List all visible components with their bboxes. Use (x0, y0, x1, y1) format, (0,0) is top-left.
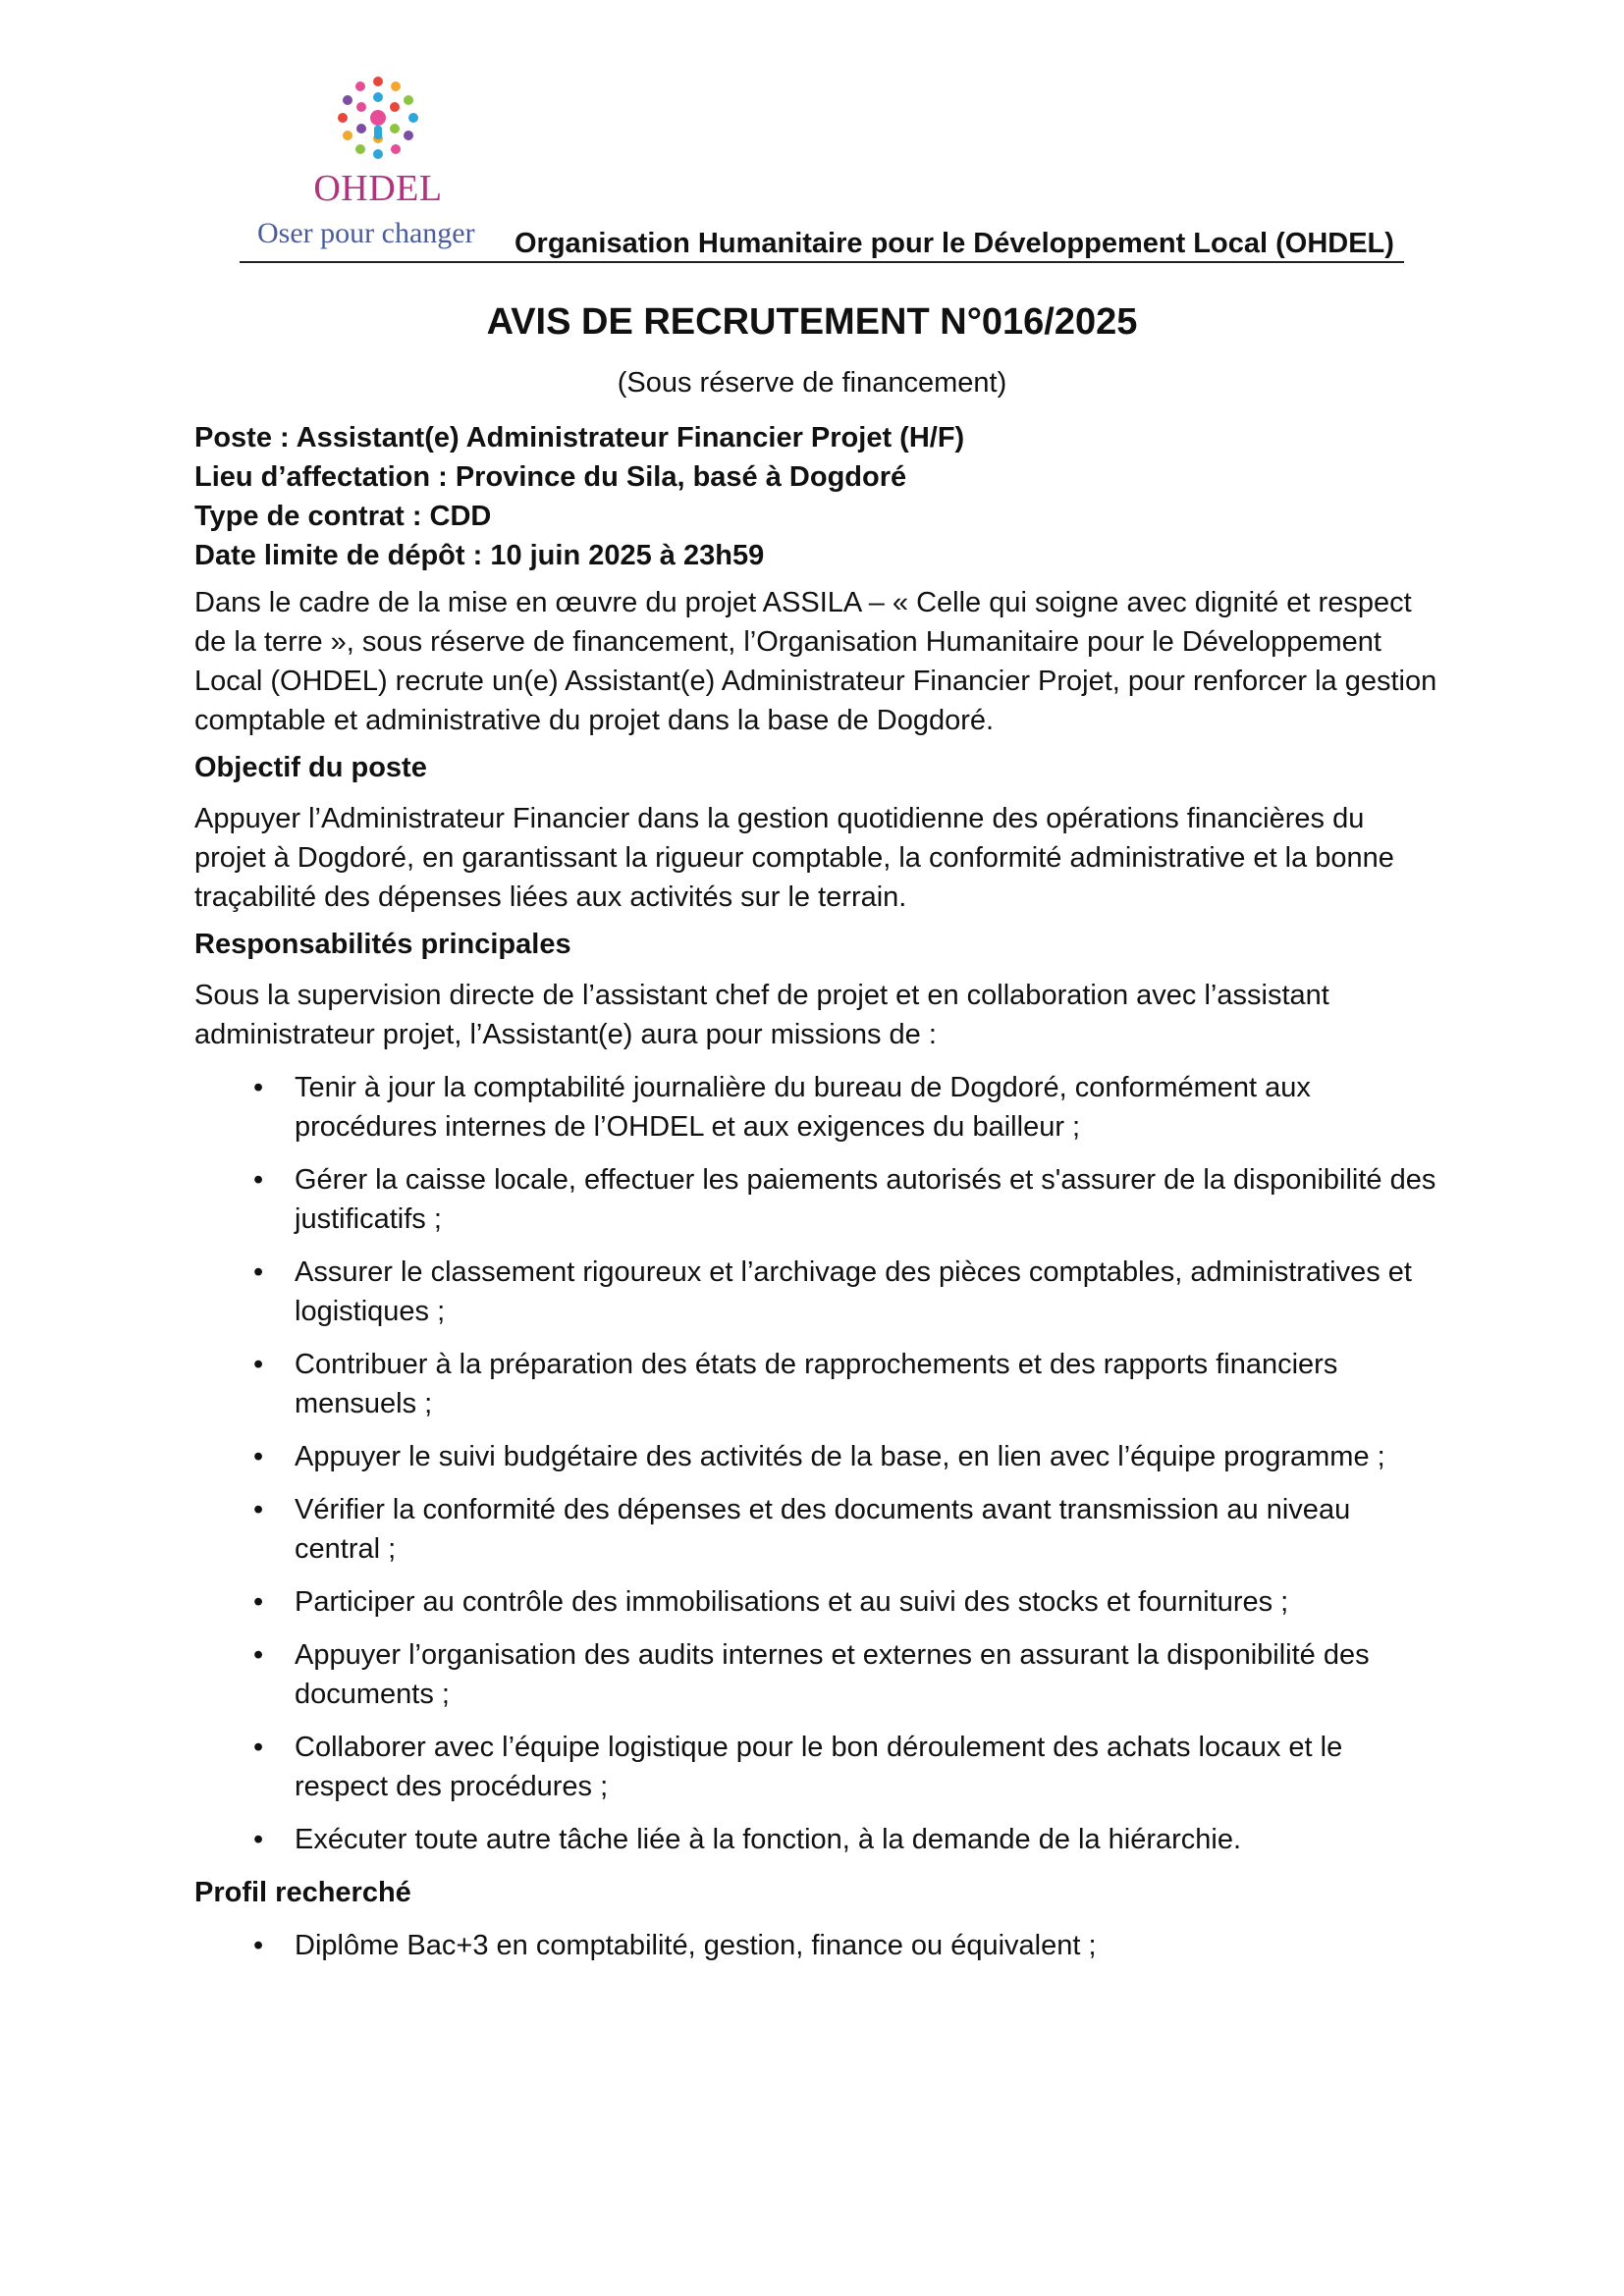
bullet-icon: • (253, 1639, 264, 1671)
meta-date-limite: Date limite de dépôt : 10 juin 2025 à 23h59 (194, 540, 765, 571)
people-globe-icon (334, 74, 422, 162)
document-title: AVIS DE RECRUTEMENT N°016/2025 (486, 301, 1138, 343)
list-item (194, 1728, 1441, 1806)
list-item (194, 1437, 1441, 1476)
list-item-text: Contribuer à la préparation des états de rapprochements et des rapports financiers mensuels ; (295, 1349, 1338, 1419)
ohdel-logo (250, 74, 506, 207)
bullet-icon: • (253, 1494, 264, 1525)
list-item (194, 1068, 1441, 1147)
list-item (194, 1345, 1441, 1423)
meta-lieu: Lieu d’affectation : Province du Sila, basé à Dogdoré (194, 461, 907, 493)
bullet-icon: • (253, 1824, 264, 1855)
bullet-icon: • (253, 1256, 264, 1288)
header-divider (240, 261, 1404, 263)
bullet-icon: • (253, 1441, 264, 1472)
bullet-icon: • (253, 1732, 264, 1763)
bullet-icon: • (253, 1072, 264, 1103)
list-item-text: Vérifier la conformité des dépenses et des documents avant transmission au niveau central ; (295, 1494, 1351, 1565)
list-item (194, 1160, 1441, 1239)
profil-heading: Profil recherché (194, 1877, 411, 1908)
bullet-icon: • (253, 1586, 264, 1618)
meta-poste: Poste : Assistant(e) Administrateur Financier Projet (H/F) (194, 422, 965, 454)
bullet-icon: • (253, 1164, 264, 1196)
bullet-icon: • (253, 1930, 264, 1961)
list-item (194, 1253, 1441, 1331)
list-item-text: Gérer la caisse locale, effectuer les paiements autorisés et s'assurer de la disponibilité des justificatifs ; (295, 1164, 1436, 1235)
list-item-text: Appuyer l’organisation des audits internes et externes en assurant la disponibilité des documents ; (295, 1639, 1370, 1710)
list-item (194, 1490, 1441, 1569)
intro-paragraph: Dans le cadre de la mise en œuvre du projet ASSILA – « Celle qui soigne avec dignité et respect de la terre », sous réserve de financement, l’Organisation Humanitaire pour le Développement Local (OHDEL) recrute un(e) Assistant(e) Administrateur Financier Projet, pour renforcer la gestion comptable et administrative du projet dans la base de Dogdoré. (194, 587, 1437, 736)
list-item (194, 1582, 1441, 1622)
responsabilites-heading: Responsabilités principales (194, 929, 571, 960)
list-item-text: Exécuter toute autre tâche liée à la fonction, à la demande de la hiérarchie. (295, 1824, 1242, 1855)
list-item (194, 1635, 1441, 1714)
responsabilites-intro: Sous la supervision directe de l’assistant chef de projet et en collaboration avec l’assistant administrateur projet, l’Assistant(e) aura pour missions de : (194, 980, 1329, 1050)
profil-list (194, 1926, 1441, 1965)
meta-contrat: Type de contrat : CDD (194, 501, 492, 532)
list-item-text: Appuyer le suivi budgétaire des activités de la base, en lien avec l’équipe programme ; (295, 1441, 1385, 1472)
objectif-heading: Objectif du poste (194, 752, 427, 783)
objectif-text: Appuyer l’Administrateur Financier dans la gestion quotidienne des opérations financières du projet à Dogdoré, en garantissant la rigueur comptable, la conformité administrative et la bonne traçabilité des dépenses liées aux activités sur le terrain. (194, 803, 1394, 913)
organization-title: Organisation Humanitaire pour le Développement Local (OHDEL) (514, 228, 1394, 259)
list-item-text: Tenir à jour la comptabilité journalière du bureau de Dogdoré, conformément aux procédures internes de l’OHDEL et aux exigences du bailleur ; (295, 1072, 1311, 1143)
responsabilites-list (194, 1068, 1441, 1859)
list-item (194, 1820, 1441, 1859)
list-item-text: Participer au contrôle des immobilisations et au suivi des stocks et fournitures ; (295, 1586, 1289, 1618)
logo-name: OHDEL (313, 168, 443, 209)
list-item-text: Collaborer avec l’équipe logistique pour le bon déroulement des achats locaux et le respect des procédures ; (295, 1732, 1343, 1802)
document-subtitle: (Sous réserve de financement) (617, 367, 1007, 399)
list-item-text: Diplôme Bac+3 en comptabilité, gestion, finance ou équivalent ; (295, 1930, 1097, 1961)
logo-tagline: Oser pour changer (257, 217, 475, 249)
list-item (194, 1926, 1441, 1965)
list-item-text: Assurer le classement rigoureux et l’archivage des pièces comptables, administratives et logistiques ; (295, 1256, 1412, 1327)
document-body (194, 418, 1441, 1979)
bullet-icon: • (253, 1349, 264, 1380)
